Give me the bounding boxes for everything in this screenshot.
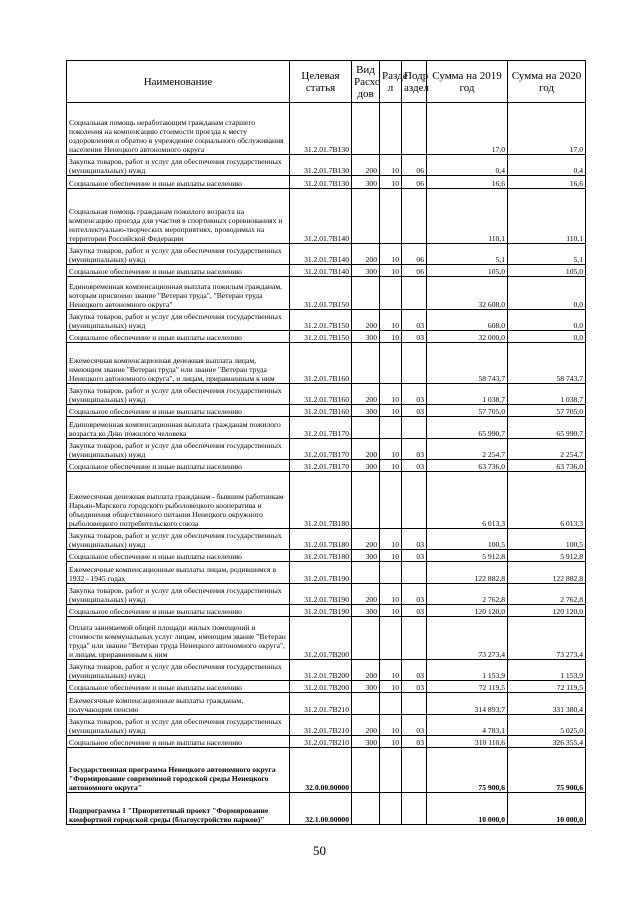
cell-section (380, 793, 402, 825)
table-row (67, 529, 586, 550)
cell-subsection (402, 748, 427, 793)
cell-expense-type: 300 (352, 265, 380, 277)
cell-target: 31.2.01.7В130 (290, 176, 352, 189)
cell-sum-2019: 110,1 (427, 189, 508, 244)
cell-expense-type (352, 748, 380, 793)
cell-sum-2020: 58 743,7 (508, 343, 586, 384)
cell-target: 31.2.01.7В200 (290, 681, 352, 693)
cell-sum-2019: 608,0 (427, 310, 508, 331)
cell-name: Социальное обеспечение и иные выплаты населению (67, 265, 290, 277)
cell-sum-2020: 72 119,5 (508, 681, 586, 693)
cell-sum-2020: 2 762,8 (508, 584, 586, 605)
cell-expense-type: 200 (352, 660, 380, 681)
cell-target: 31.2.01.7В190 (290, 562, 352, 584)
header-sum-2020: Сумма на 2020 год (508, 61, 586, 103)
cell-subsection: 03 (402, 405, 427, 417)
cell-sum-2019: 6 013,3 (427, 472, 508, 529)
cell-sum-2020: 75 900,6 (508, 748, 586, 793)
cell-target: 31.2.01.7В180 (290, 550, 352, 562)
cell-subsection (402, 277, 427, 310)
cell-section: 10 (380, 331, 402, 343)
cell-expense-type (352, 617, 380, 660)
cell-sum-2019: 4 783,1 (427, 715, 508, 736)
cell-target: 31.2.01.7В210 (290, 693, 352, 715)
cell-section: 10 (380, 660, 402, 681)
cell-subsection: 03 (402, 384, 427, 405)
cell-sum-2019: 32 608,0 (427, 277, 508, 310)
cell-sum-2019: 32 000,0 (427, 331, 508, 343)
cell-subsection: 03 (402, 584, 427, 605)
cell-sum-2020: 0,0 (508, 331, 586, 343)
cell-name: Оплата занимаемой общей площади жилых помещений и стоимости коммунальных услуг лицам, имеющим звание "Ветеран труда" или звание "Ветеран труда Ненецкого автономного округа", и лицам, приравненным к ним (67, 617, 290, 660)
cell-section: 10 (380, 736, 402, 748)
cell-section: 10 (380, 681, 402, 693)
table-row (67, 331, 586, 343)
cell-subsection (402, 562, 427, 584)
cell-sum-2020: 63 736,0 (508, 460, 586, 472)
cell-target: 31.2.01.7В160 (290, 343, 352, 384)
cell-section: 10 (380, 439, 402, 460)
cell-target: 31.2.01.7В140 (290, 244, 352, 265)
cell-expense-type: 300 (352, 460, 380, 472)
table-row (67, 417, 586, 439)
cell-sum-2019: 58 743,7 (427, 343, 508, 384)
cell-sum-2020: 73 273,4 (508, 617, 586, 660)
cell-section: 10 (380, 265, 402, 277)
cell-subsection: 03 (402, 681, 427, 693)
cell-expense-type: 200 (352, 310, 380, 331)
cell-expense-type: 200 (352, 529, 380, 550)
cell-target: 31.2.01.7В160 (290, 384, 352, 405)
cell-expense-type (352, 472, 380, 529)
cell-sum-2019: 73 273,4 (427, 617, 508, 660)
cell-section: 10 (380, 176, 402, 189)
table-row (67, 793, 586, 825)
table-row (67, 277, 586, 310)
cell-name: Социальное обеспечение и иные выплаты населению (67, 176, 290, 189)
cell-target: 31.2.01.7В190 (290, 584, 352, 605)
cell-target: 31.2.01.7В210 (290, 736, 352, 748)
cell-expense-type (352, 103, 380, 155)
header-subsection: Подр аздел (402, 61, 427, 103)
cell-name: Государственная программа Ненецкого автономного округа "Формирование современной городской среды Ненецкого автономного округа" (67, 748, 290, 793)
header-expense-type: Вид Расхо дов (352, 61, 380, 103)
cell-sum-2019: 5,1 (427, 244, 508, 265)
cell-subsection: 06 (402, 155, 427, 176)
cell-sum-2019: 5 912,8 (427, 550, 508, 562)
cell-section (380, 562, 402, 584)
table-row (67, 617, 586, 660)
cell-target: 31.2.01.7В170 (290, 460, 352, 472)
table-header-row (67, 61, 586, 103)
cell-subsection: 03 (402, 715, 427, 736)
table-row (67, 244, 586, 265)
cell-name: Социальная помощь гражданам пожилого возраста на компенсацию проезда для участия в спортивных соревнованиях и интеллектуально-творческих мероприятиях, проводимых на территории Российской Федерации (67, 189, 290, 244)
cell-expense-type (352, 562, 380, 584)
cell-name: Социальное обеспечение и иные выплаты населению (67, 550, 290, 562)
cell-target: 31.2.01.7В130 (290, 103, 352, 155)
cell-name: Закупка товаров, работ и услуг для обеспечения государственных (муниципальных) нужд (67, 715, 290, 736)
cell-name: Закупка товаров, работ и услуг для обеспечения государственных (муниципальных) нужд (67, 155, 290, 176)
cell-target: 31.2.01.7В190 (290, 605, 352, 617)
cell-section (380, 277, 402, 310)
cell-sum-2019: 63 736,0 (427, 460, 508, 472)
cell-expense-type: 300 (352, 605, 380, 617)
cell-sum-2020: 0,0 (508, 277, 586, 310)
cell-sum-2019: 65 990,7 (427, 417, 508, 439)
cell-name: Закупка товаров, работ и услуг для обеспечения государственных (муниципальных) нужд (67, 384, 290, 405)
cell-expense-type (352, 277, 380, 310)
cell-subsection (402, 417, 427, 439)
cell-section: 10 (380, 405, 402, 417)
cell-sum-2020: 6 013,3 (508, 472, 586, 529)
cell-section (380, 693, 402, 715)
cell-expense-type: 300 (352, 331, 380, 343)
cell-sum-2019: 57 705,0 (427, 405, 508, 417)
cell-expense-type: 200 (352, 155, 380, 176)
table-row (67, 265, 586, 277)
cell-sum-2019: 10 000,0 (427, 793, 508, 825)
cell-subsection (402, 103, 427, 155)
cell-target: 31.2.01.7В140 (290, 189, 352, 244)
table-row (67, 660, 586, 681)
cell-expense-type (352, 189, 380, 244)
cell-section (380, 617, 402, 660)
cell-section (380, 472, 402, 529)
table-row (67, 384, 586, 405)
cell-name: Закупка товаров, работ и услуг для обеспечения государственных (муниципальных) нужд (67, 660, 290, 681)
cell-section (380, 189, 402, 244)
cell-section: 10 (380, 310, 402, 331)
cell-name: Закупка товаров, работ и услуг для обеспечения государственных (муниципальных) нужд (67, 529, 290, 550)
cell-sum-2020: 65 990,7 (508, 417, 586, 439)
cell-subsection: 03 (402, 439, 427, 460)
cell-target: 31.2.01.7В200 (290, 617, 352, 660)
header-sum-2019: Сумма на 2019 год (427, 61, 508, 103)
cell-name: Единовременная компенсационная выплата пожилым гражданам, которым присвоено звание "Ветеран труда", "Ветеран труда Ненецкого автономного округа" (67, 277, 290, 310)
table-row (67, 405, 586, 417)
table-row (67, 562, 586, 584)
table-row (67, 103, 586, 155)
cell-section: 10 (380, 460, 402, 472)
cell-expense-type (352, 343, 380, 384)
cell-sum-2019: 310 110,6 (427, 736, 508, 748)
cell-section: 10 (380, 715, 402, 736)
cell-sum-2020: 1 038,7 (508, 384, 586, 405)
cell-subsection: 06 (402, 244, 427, 265)
cell-name: Ежемесячные компенсационные выплаты лицам, родившимся в 1932 - 1945 годах (67, 562, 290, 584)
cell-sum-2020: 16,6 (508, 176, 586, 189)
cell-section: 10 (380, 155, 402, 176)
cell-target: 31.2.01.7В150 (290, 310, 352, 331)
cell-name: Социальное обеспечение и иные выплаты населению (67, 605, 290, 617)
cell-sum-2019: 72 119,5 (427, 681, 508, 693)
cell-name: Единовременная компенсационная выплата гражданам пожилого возраста ко Дню пожилого человека (67, 417, 290, 439)
cell-name: Ежемесячная денежная выплата гражданам - бывшим работникам Нарьян-Марского городского рыболовецкого кооператива и объединения общественного питания Ненецкого окружного рыболовецкого потребительского союза (67, 472, 290, 529)
table-row (67, 439, 586, 460)
cell-subsection: 03 (402, 736, 427, 748)
page-number: 50 (313, 843, 326, 858)
cell-section (380, 343, 402, 384)
cell-sum-2020: 122 882,8 (508, 562, 586, 584)
cell-subsection: 03 (402, 331, 427, 343)
cell-sum-2019: 16,6 (427, 176, 508, 189)
cell-name: Социальное обеспечение и иные выплаты населению (67, 331, 290, 343)
cell-expense-type (352, 793, 380, 825)
cell-sum-2020: 17,0 (508, 103, 586, 155)
cell-name: Ежемесячные компенсационные выплаты гражданам, получающим пенсию (67, 693, 290, 715)
cell-sum-2019: 122 882,8 (427, 562, 508, 584)
cell-sum-2020: 120 120,0 (508, 605, 586, 617)
cell-name: Подпрограмма 1 "Приоритетный проект "Формирование комфортной городской среды (благоустройство парков)" (67, 793, 290, 825)
table-row (67, 715, 586, 736)
cell-subsection: 03 (402, 529, 427, 550)
cell-expense-type (352, 417, 380, 439)
table-row (67, 693, 586, 715)
cell-name: Закупка товаров, работ и услуг для обеспечения государственных (муниципальных) нужд (67, 244, 290, 265)
cell-subsection: 03 (402, 605, 427, 617)
cell-subsection (402, 617, 427, 660)
cell-expense-type: 300 (352, 736, 380, 748)
cell-expense-type: 200 (352, 439, 380, 460)
table-row (67, 343, 586, 384)
table-row (67, 189, 586, 244)
cell-sum-2020: 10 000,0 (508, 793, 586, 825)
cell-target: 31.2.01.7В140 (290, 265, 352, 277)
cell-target: 31.2.01.7В150 (290, 277, 352, 310)
cell-name: Социальная помощь неработающим гражданам старшего поколения на компенсацию стоимости проезда к месту оздоровления и обратно в учреждение социального обслуживания населения Ненецкого автономного округа (67, 103, 290, 155)
cell-section (380, 103, 402, 155)
cell-sum-2020: 331 380,4 (508, 693, 586, 715)
table-row (67, 748, 586, 793)
cell-name: Социальное обеспечение и иные выплаты населению (67, 405, 290, 417)
cell-sum-2020: 0,0 (508, 310, 586, 331)
cell-sum-2019: 2 254,7 (427, 439, 508, 460)
cell-subsection (402, 472, 427, 529)
cell-sum-2019: 100,5 (427, 529, 508, 550)
cell-expense-type: 300 (352, 176, 380, 189)
cell-target: 31.2.01.7В150 (290, 331, 352, 343)
cell-section (380, 417, 402, 439)
cell-subsection: 03 (402, 460, 427, 472)
cell-sum-2020: 57 705,0 (508, 405, 586, 417)
cell-expense-type: 300 (352, 405, 380, 417)
cell-subsection: 03 (402, 660, 427, 681)
cell-target: 31.2.01.7В170 (290, 439, 352, 460)
cell-sum-2019: 1 153,9 (427, 660, 508, 681)
table-row (67, 736, 586, 748)
cell-subsection: 06 (402, 265, 427, 277)
cell-target: 32.0.00.00000 (290, 748, 352, 793)
cell-name: Закупка товаров, работ и услуг для обеспечения государственных (муниципальных) нужд (67, 310, 290, 331)
cell-sum-2020: 5,1 (508, 244, 586, 265)
cell-subsection: 03 (402, 310, 427, 331)
cell-target: 31.2.01.7В160 (290, 405, 352, 417)
table-row (67, 176, 586, 189)
cell-subsection: 03 (402, 550, 427, 562)
cell-target: 31.2.01.7В200 (290, 660, 352, 681)
table-row (67, 155, 586, 176)
cell-expense-type: 200 (352, 584, 380, 605)
header-name: Наименование (67, 61, 290, 103)
cell-expense-type: 200 (352, 384, 380, 405)
cell-subsection (402, 343, 427, 384)
cell-target: 31.2.01.7В170 (290, 417, 352, 439)
cell-sum-2019: 1 038,7 (427, 384, 508, 405)
table-row (67, 550, 586, 562)
cell-sum-2019: 75 900,6 (427, 748, 508, 793)
cell-section (380, 748, 402, 793)
cell-sum-2019: 2 762,8 (427, 584, 508, 605)
cell-sum-2019: 17,0 (427, 103, 508, 155)
table-row (67, 310, 586, 331)
cell-expense-type (352, 693, 380, 715)
cell-target: 31.2.01.7В180 (290, 529, 352, 550)
cell-sum-2020: 0,4 (508, 155, 586, 176)
cell-name: Закупка товаров, работ и услуг для обеспечения государственных (муниципальных) нужд (67, 584, 290, 605)
table-row (67, 472, 586, 529)
cell-sum-2020: 105,0 (508, 265, 586, 277)
cell-expense-type: 200 (352, 244, 380, 265)
cell-sum-2020: 326 355,4 (508, 736, 586, 748)
cell-expense-type: 300 (352, 550, 380, 562)
cell-sum-2019: 120 120,0 (427, 605, 508, 617)
cell-name: Социальное обеспечение и иные выплаты населению (67, 681, 290, 693)
cell-sum-2020: 110,1 (508, 189, 586, 244)
cell-subsection (402, 189, 427, 244)
cell-section: 10 (380, 384, 402, 405)
cell-subsection: 06 (402, 176, 427, 189)
cell-sum-2019: 0,4 (427, 155, 508, 176)
cell-target: 32.1.00.00000 (290, 793, 352, 825)
cell-name: Закупка товаров, работ и услуг для обеспечения государственных (муниципальных) нужд (67, 439, 290, 460)
header-target: Целевая статья (290, 61, 352, 103)
cell-expense-type: 300 (352, 681, 380, 693)
cell-name: Социальное обеспечение и иные выплаты населению (67, 460, 290, 472)
cell-section: 10 (380, 529, 402, 550)
cell-sum-2020: 5 025,0 (508, 715, 586, 736)
budget-table (66, 60, 586, 825)
cell-subsection (402, 793, 427, 825)
cell-section: 10 (380, 244, 402, 265)
table-row (67, 584, 586, 605)
cell-target: 31.2.01.7В130 (290, 155, 352, 176)
cell-name: Ежемесячная компенсационная денежная выплата лицам, имеющим звание "Ветеран труда" или звание "Ветеран труда Ненецкого автономного округа", и лицам, приравненным к ним (67, 343, 290, 384)
table-row (67, 681, 586, 693)
cell-target: 31.2.01.7В210 (290, 715, 352, 736)
table-row (67, 605, 586, 617)
table-row (67, 460, 586, 472)
cell-sum-2020: 5 912,8 (508, 550, 586, 562)
cell-sum-2020: 2 254,7 (508, 439, 586, 460)
cell-sum-2019: 105,0 (427, 265, 508, 277)
cell-name: Социальное обеспечение и иные выплаты населению (67, 736, 290, 748)
cell-section: 10 (380, 584, 402, 605)
cell-target: 31.2.01.7В180 (290, 472, 352, 529)
cell-sum-2019: 314 893,7 (427, 693, 508, 715)
cell-sum-2020: 1 153,9 (508, 660, 586, 681)
cell-section: 10 (380, 605, 402, 617)
cell-expense-type: 200 (352, 715, 380, 736)
cell-sum-2020: 100,5 (508, 529, 586, 550)
header-section: Разде л (380, 61, 402, 103)
cell-subsection (402, 693, 427, 715)
cell-section: 10 (380, 550, 402, 562)
table-body (67, 103, 586, 825)
